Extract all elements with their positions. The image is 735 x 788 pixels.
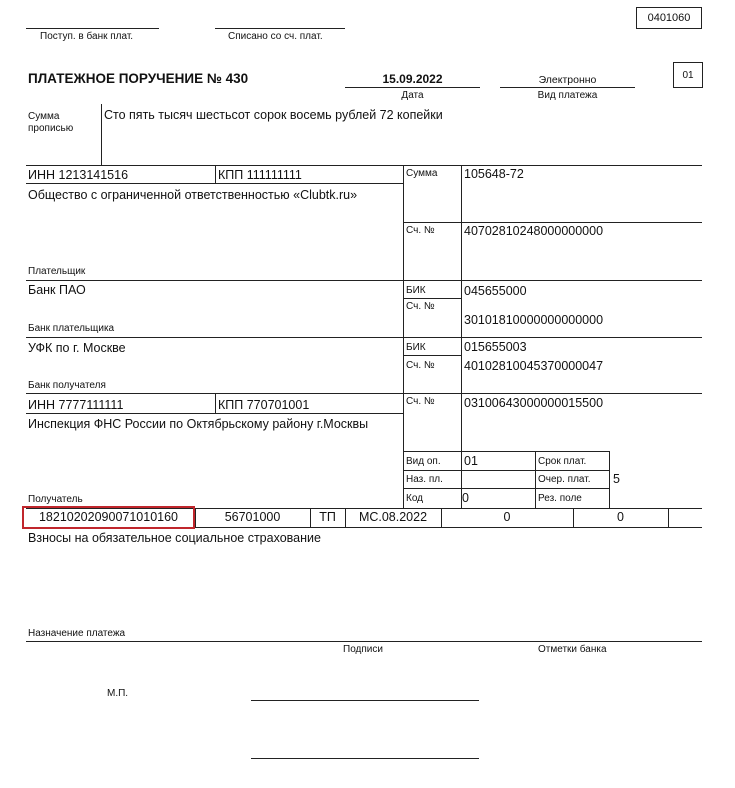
sum-label: Сумма	[406, 168, 438, 179]
grid-line	[403, 355, 461, 356]
purpose-label: Назначение платежа	[28, 628, 126, 639]
bank-marks-label: Отметки банка	[538, 644, 607, 655]
grid-line	[609, 451, 610, 508]
payer-account-label: Сч. №	[406, 225, 435, 236]
payment-type-line	[500, 87, 635, 88]
vid-op-label: Вид оп.	[406, 456, 441, 467]
signature-line-2	[251, 758, 479, 759]
kod-value: 0	[462, 491, 469, 505]
payer-label: Плательщик	[28, 266, 86, 277]
ocher-value: 5	[613, 472, 620, 486]
payer-bank-account: 30101810000000000000	[464, 313, 604, 327]
debited-line	[215, 28, 345, 29]
amount-words-label: Сумма прописью	[28, 111, 74, 134]
date-label: Дата	[401, 90, 424, 101]
grid-line	[26, 280, 702, 281]
debited-label: Списано со сч. плат.	[228, 31, 323, 42]
grid-line	[215, 165, 216, 183]
received-label: Поступ. в банк плат.	[40, 31, 134, 42]
oktmo-value: 56701000	[224, 510, 281, 524]
recipient-bik: 015655003	[464, 340, 527, 354]
grid-line	[403, 222, 702, 223]
recipient-bank-name: УФК по г. Москве	[28, 341, 126, 355]
tax-basis: ТП	[319, 510, 336, 524]
tax-period: МС.08.2022	[358, 510, 428, 524]
sum-value: 105648-72	[464, 167, 524, 181]
signatures-label: Подписи	[343, 644, 383, 655]
grid-line	[26, 183, 403, 184]
recipient-bank-label: Банк получателя	[28, 380, 106, 391]
recipient-account-label: Сч. №	[406, 396, 435, 407]
payer-bik-label: БИК	[406, 285, 426, 296]
grid-line	[461, 165, 462, 508]
payer-name: Общество с ограниченной ответственностью «Clubtk.ru»	[28, 188, 358, 202]
form-code: 0401060	[636, 7, 702, 29]
recipient-inn: ИНН 7777111111	[28, 398, 124, 412]
stamp-label: М.П.	[107, 688, 129, 699]
payer-account: 40702810248000000000	[464, 224, 604, 238]
rez-label: Рез. поле	[538, 493, 582, 504]
purpose-line	[26, 641, 702, 642]
recipient-bik-label: БИК	[406, 342, 426, 353]
recipient-bank-account: 40102810045370000047	[464, 359, 604, 373]
payer-bank-label: Банк плательщика	[28, 323, 115, 334]
grid-line	[403, 451, 609, 452]
received-line	[26, 28, 159, 29]
ocher-label: Очер. плат.	[538, 474, 591, 485]
grid-line	[403, 470, 609, 471]
recipient-kpp: КПП 770701001	[218, 398, 310, 412]
payer-bank-name: Банк ПАО	[28, 283, 86, 297]
payer-kpp: КПП 111111111	[218, 168, 302, 182]
status-code: 01	[673, 62, 703, 88]
grid-line	[403, 488, 609, 489]
payment-type-label: Вид платежа	[537, 90, 598, 101]
date-line	[345, 87, 480, 88]
kod-label: Код	[406, 493, 424, 504]
grid-line	[403, 165, 404, 508]
grid-line	[26, 165, 702, 166]
doc-number: 0	[503, 510, 511, 524]
amount-words-value: Сто пять тысяч шестьсот сорок восемь рублей 72 копейки	[104, 108, 443, 122]
srok-label: Срок плат.	[538, 456, 587, 467]
naz-pl-label: Наз. пл.	[406, 474, 443, 485]
payment-type: Электронно	[538, 74, 597, 86]
grid-line	[668, 508, 669, 527]
grid-line	[26, 413, 403, 414]
payer-bank-account-label: Сч. №	[406, 301, 435, 312]
grid-line	[535, 451, 536, 508]
purpose-value: Взносы на обязательное социальное страхование	[28, 531, 321, 545]
grid-line	[26, 337, 702, 338]
kbk-value: 18210202090071010160	[38, 510, 179, 524]
vid-op-value: 01	[464, 454, 478, 468]
grid-line	[403, 298, 461, 299]
document-date: 15.09.2022	[382, 72, 443, 86]
grid-line	[215, 393, 216, 413]
payer-inn: ИНН 1213141516	[28, 168, 129, 182]
grid-line	[26, 393, 702, 394]
recipient-name: Инспекция ФНС России по Октябрьскому району г.Москвы	[28, 417, 369, 431]
signature-line-1	[251, 700, 479, 701]
recipient-bank-account-label: Сч. №	[406, 360, 435, 371]
amount-words-divider	[101, 104, 102, 165]
payer-bik: 045655000	[464, 284, 527, 298]
recipient-label: Получатель	[28, 494, 83, 505]
document-title: ПЛАТЕЖНОЕ ПОРУЧЕНИЕ № 430	[28, 71, 249, 86]
recipient-account: 03100643000000015500	[464, 396, 604, 410]
doc-date: 0	[617, 510, 624, 524]
